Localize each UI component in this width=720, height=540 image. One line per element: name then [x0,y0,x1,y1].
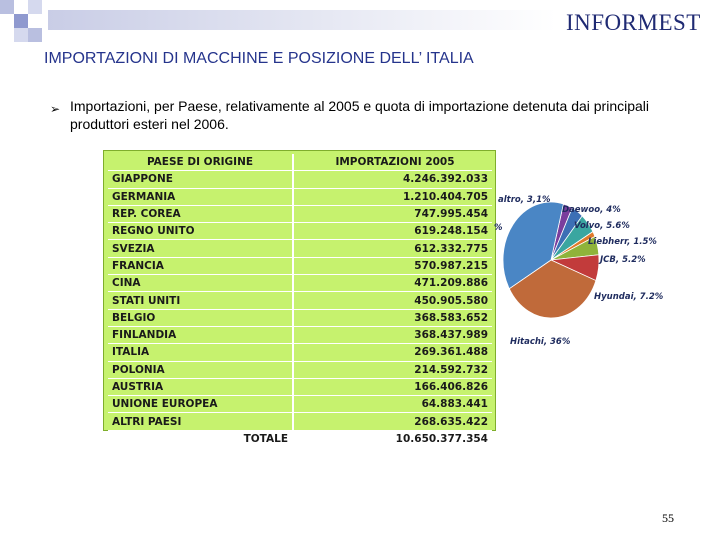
value-cell: 269.361.488 [294,344,492,361]
page-number: 55 [662,511,674,525]
value-cell: 1.210.404.705 [294,189,492,206]
value-cell: 570.987.215 [294,258,492,275]
pie-slice-label: Volvo, 5.6% [574,221,630,231]
pie-slice-label: Hyundai, 7.2% [594,292,664,302]
table-row [108,327,492,344]
total-value-cell: 10.650.377.354 [294,431,492,448]
table-row [108,344,492,361]
value-cell: 166.406.826 [294,379,492,396]
country-cell: SVEZIA [108,240,294,257]
value-cell: 619.248.154 [294,223,492,240]
table-row [108,275,492,292]
informest-logo: INFORMEST [566,10,701,35]
pie-slice-label: Liebherr, 1.5% [588,237,657,247]
table-total-row [108,431,492,448]
value-cell: 268.635.422 [294,413,492,430]
value-cell: 747.995.454 [294,206,492,223]
pie-slice-label: JCB, 5.2% [600,255,646,265]
table-row [108,292,492,309]
country-cell: BELGIO [108,310,294,327]
table-row [108,362,492,379]
table-row [108,396,492,413]
value-cell: 368.583.652 [294,310,492,327]
country-cell: REGNO UNITO [108,223,294,240]
table-row [108,171,492,188]
header-bar [48,10,556,30]
country-cell: GIAPPONE [108,171,294,188]
total-label-cell: TOTALE [108,431,294,448]
country-cell: CINA [108,275,294,292]
country-cell: AUSTRIA [108,379,294,396]
country-cell: UNIONE EUROPEA [108,396,294,413]
country-cell: FINLANDIA [108,327,294,344]
value-cell: 368.437.989 [294,327,492,344]
pie-slice-label: Hitachi, 36% [510,337,571,347]
table-header-row [108,154,492,171]
table-row [108,189,492,206]
pie-slice-label: % [494,223,503,233]
bullet-text: Importazioni, per Paese, relativamente al 2005 e quota di importazione detenuta dai principali produttori esteri nel 2006. [70,98,650,132]
table-row [108,240,492,257]
value-cell: 64.883.441 [294,396,492,413]
table-row [108,223,492,240]
country-cell: GERMANIA [108,189,294,206]
value-cell: 471.209.886 [294,275,492,292]
slide-title: IMPORTAZIONI DI MACCHINE E POSIZIONE DELL’ ITALIA [44,50,474,67]
value-cell: 4.246.392.033 [294,171,492,188]
country-cell: POLONIA [108,362,294,379]
country-cell: STATI UNITI [108,292,294,309]
table-row [108,258,492,275]
column-header-country: PAESE DI ORIGINE [108,154,294,171]
imports-table [103,150,496,445]
country-cell: REP. COREA [108,206,294,223]
country-cell: ALTRI PAESI [108,413,294,430]
value-cell: 450.905.580 [294,292,492,309]
column-header-imports: IMPORTAZIONI 2005 [294,154,492,171]
table-row [108,206,492,223]
value-cell: 214.592.732 [294,362,492,379]
pie-slice-label: altro, 3,1% [498,195,551,205]
country-cell: ITALIA [108,344,294,361]
value-cell: 612.332.775 [294,240,492,257]
table-row [108,413,492,430]
table-row [108,379,492,396]
arrow-bullet-icon: ➢ [50,102,61,116]
pie-slice-label: Daewoo, 4% [562,205,621,215]
market-share-pie-chart [496,180,706,350]
table-row [108,310,492,327]
country-cell: FRANCIA [108,258,294,275]
